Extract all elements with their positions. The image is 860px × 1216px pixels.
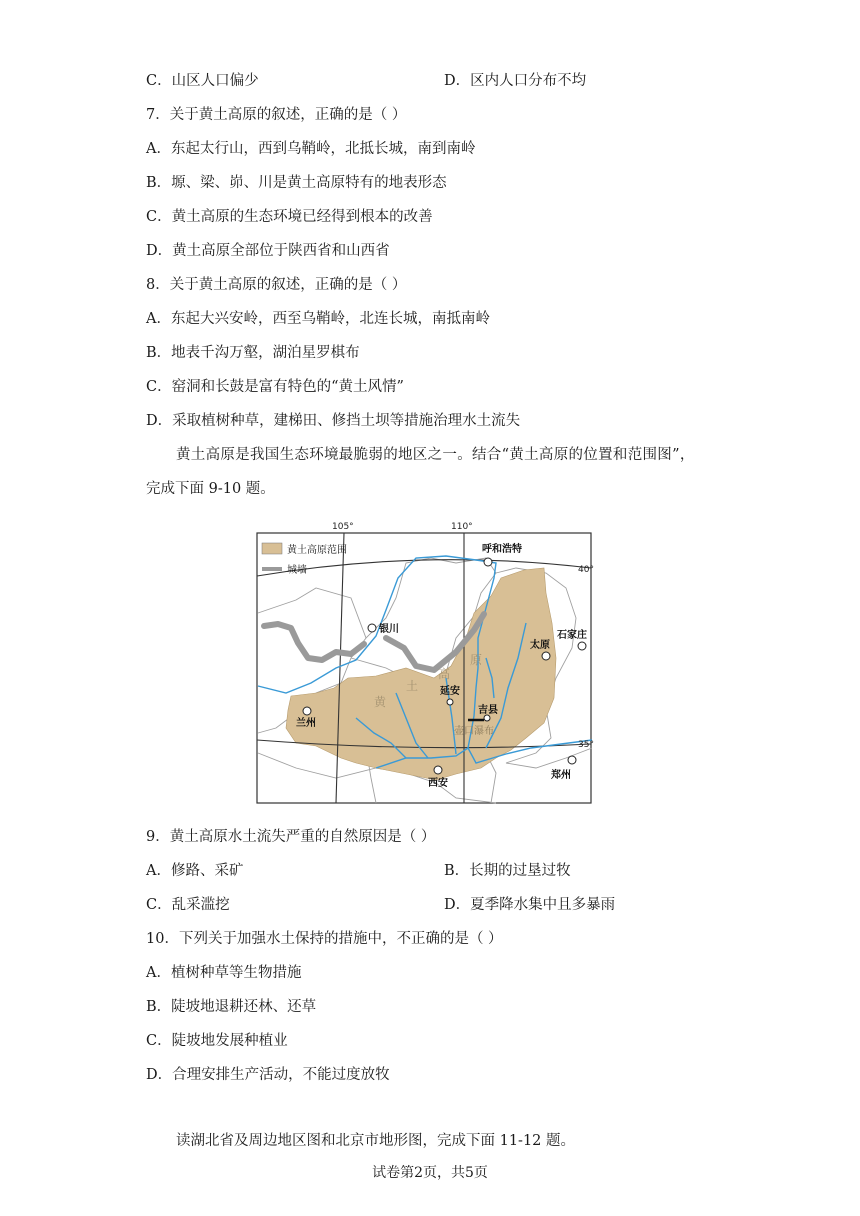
- question-8: 8．关于黄土高原的叙述，正确的是（ ）: [146, 277, 407, 293]
- loess-plateau-map: [256, 518, 594, 806]
- option-10a: A．植树种草等生物措施: [146, 965, 302, 981]
- option-10b: B．陡坡地退耕还林、还草: [146, 999, 317, 1015]
- region-name-yuan: 原: [470, 653, 483, 667]
- city-shijiazhuang-label: 石家庄: [557, 630, 587, 641]
- question-9: 9．黄土高原水土流失严重的自然原因是（ ）: [146, 829, 436, 845]
- question-7: 7．关于黄土高原的叙述，正确的是（ ）: [146, 107, 407, 123]
- city-yanan-label: 延安: [440, 686, 460, 697]
- option-7b: B．塬、梁、峁、川是黄土高原特有的地表形态: [146, 175, 447, 191]
- city-lanzhou-label: 兰州: [296, 718, 316, 729]
- option-8a: A．东起大兴安岭，西至乌鞘岭，北连长城，南抵南岭: [146, 311, 490, 327]
- option-8b: B．地表千沟万壑，湖泊星罗棋布: [146, 345, 360, 361]
- option-8d: D．采取植树种草，建梯田、修挡土坝等措施治理水土流失: [146, 413, 521, 429]
- option-9c: C．乱采滥挖: [146, 897, 230, 913]
- city-taiyuan-label: 太原: [530, 640, 550, 651]
- option-9b: B．长期的过垦过牧: [444, 863, 571, 879]
- option-10d: D．合理安排生产活动，不能过度放牧: [146, 1067, 390, 1083]
- region-name-huang: 黄: [374, 695, 387, 709]
- passage-intro-11: 读湖北省及周边地区图和北京市地形图，完成下面 11-12 题。: [176, 1133, 576, 1149]
- lon-105-label: 105°: [332, 522, 354, 532]
- city-jixian-label: 吉县: [478, 705, 498, 716]
- lat-40-label: 40°: [578, 565, 594, 575]
- city-zhengzhou-label: 郑州: [551, 770, 571, 781]
- city-hohhot-label: 呼和浩特: [482, 544, 522, 555]
- page-footer: 试卷第2页，共5页: [372, 1165, 488, 1181]
- option-c-6: C．山区人口偏少: [146, 73, 259, 89]
- city-xian-label: 西安: [428, 778, 448, 789]
- option-8c: C．窑洞和长鼓是富有特色的“黄土风情”: [146, 379, 404, 395]
- question-10: 10．下列关于加强水土保持的措施中，不正确的是（ ）: [146, 931, 503, 947]
- option-9d: D．夏季降水集中且多暴雨: [444, 897, 616, 913]
- passage-intro-cont: 完成下面 9-10 题。: [146, 481, 275, 497]
- option-7a: A．东起太行山，西到乌鞘岭，北抵长城，南到南岭: [146, 141, 476, 157]
- option-10c: C．陡坡地发展种植业: [146, 1033, 288, 1049]
- legend-range-label: 黄土高原范围: [287, 545, 347, 556]
- option-d-6: D．区内人口分布不均: [444, 73, 587, 89]
- option-7d: D．黄土高原全部位于陕西省和山西省: [146, 243, 390, 259]
- region-name-gao: 高: [438, 667, 451, 681]
- lat-35-label: 35°: [578, 740, 594, 750]
- option-7c: C．黄土高原的生态环境已经得到根本的改善: [146, 209, 433, 225]
- region-name-tu: 土: [406, 679, 419, 693]
- city-yinchuan-label: 银川: [379, 624, 399, 635]
- lon-110-label: 110°: [451, 522, 473, 532]
- legend-wall-label: 城墙: [287, 565, 307, 576]
- hukou-waterfall-label: 壶口瀑布: [454, 726, 494, 737]
- passage-intro: 黄土高原是我国生态环境最脆弱的地区之一。结合“黄土高原的位置和范围图”，: [176, 447, 695, 463]
- option-9a: A．修路、采矿: [146, 863, 244, 879]
